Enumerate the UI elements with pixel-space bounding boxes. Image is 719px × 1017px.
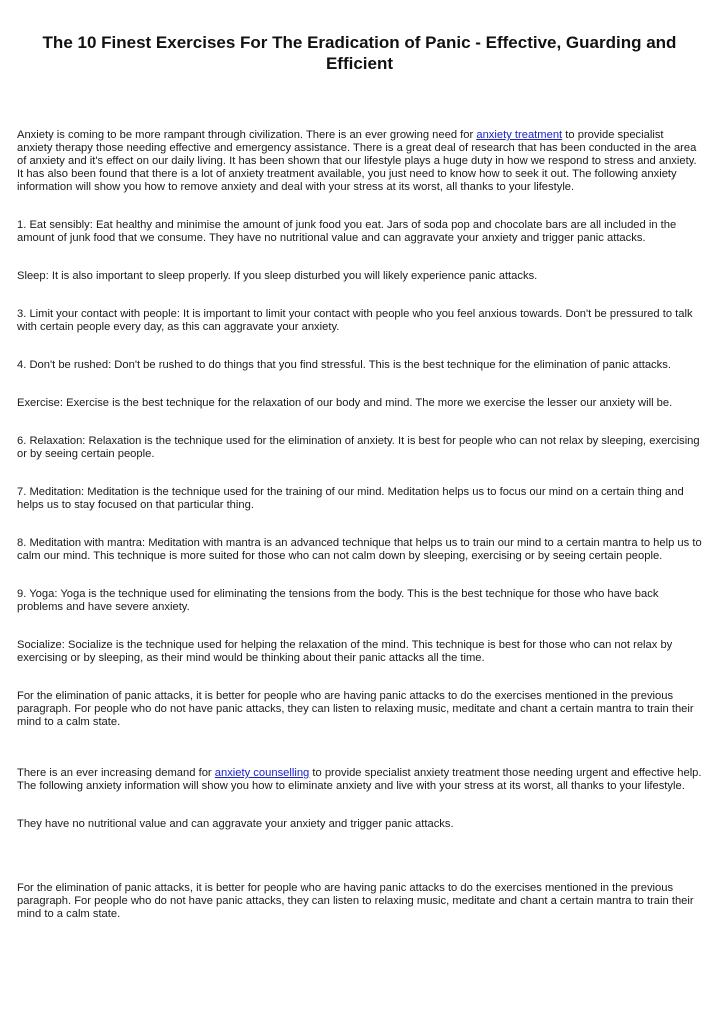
paragraph-dont-be-rushed: 4. Don't be rushed: Don't be rushed to do things that you find stressful. This is the best technique for the elimination of panic attacks. xyxy=(17,359,671,371)
paragraph-sleep: Sleep: It is also important to sleep properly. If you sleep disturbed you will likely experience panic attacks. xyxy=(17,270,538,282)
paragraph-elimination-1: For the elimination of panic attacks, it is better for people who are having panic attacks to do the exercises mentioned in the previous paragraph. For people who do not have panic attacks, they can listen to relaxing music, meditate and chant a certain mantra to train their mind to a calm state. xyxy=(17,690,694,728)
paragraph-elimination-2: For the elimination of panic attacks, it is better for people who are having panic attacks to do the exercises mentioned in the previous paragraph. For people who do not have panic attacks, they can listen to relaxing music, meditate and chant a certain mantra to train their mind to a calm state. xyxy=(17,882,694,920)
paragraph-counselling xyxy=(17,767,702,793)
paragraph-limit-contact: 3. Limit your contact with people: It is important to limit your contact with people who you feel anxious towards. Don't be pressured to talk with certain people every day, as this can aggravate your anxiety. xyxy=(17,308,693,333)
paragraph-relaxation: 6. Relaxation: Relaxation is the technique used for the elimination of anxiety. It is best for people who can not relax by sleeping, exercising or by seeing certain people. xyxy=(17,435,700,460)
paragraph-nutrition: They have no nutritional value and can aggravate your anxiety and trigger panic attacks. xyxy=(17,818,454,830)
paragraph-socialize: Socialize: Socialize is the technique used for helping the relaxation of the mind. This technique is best for those who can not relax by exercising or by sleeping, as their mind would be thinking about their panic attacks all the time. xyxy=(17,639,673,664)
anxiety-counselling-link[interactable]: anxiety counselling xyxy=(214,767,310,779)
anxiety-treatment-link[interactable]: anxiety treatment xyxy=(476,129,563,141)
paragraph-meditation-mantra: 8. Meditation with mantra: Meditation with mantra is an advanced technique that helps us to train our mind to a certain mantra to help us to calm our mind. This technique is more suited for those who can not calm down by sleeping, exercising or by seeing certain people. xyxy=(17,537,702,562)
paragraph-text: There is an ever increasing demand for xyxy=(17,767,215,779)
paragraph-text: to provide specialist anxiety therapy those needing effective and emergency assistance. There is a great deal of research that has been conducted in the area of anxiety and it's effect on our daily living. It has been shown that our lifestyle plays a huge duty in how we respond to stress and anxiety. It has also been found that there is a lot of anxiety treatment available, you just need to know how to seek it out. The following anxiety information will show you how to remove anxiety and deal with your stress at its worst, all thanks to your lifestyle. xyxy=(17,129,697,193)
paragraph-text: to provide specialist anxiety treatment those needing urgent and effective help. The following anxiety information will show you how to eliminate anxiety and live with your stress at its worst, all thanks to your lifestyle. xyxy=(17,767,702,792)
paragraph-eat-sensibly: 1. Eat sensibly: Eat healthy and minimise the amount of junk food you eat. Jars of soda pop and chocolate bars are all included in the amount of junk food that we consume. They have no nutritional value and can aggravate your anxiety and trigger panic attacks. xyxy=(17,219,677,244)
paragraph-meditation: 7. Meditation: Meditation is the technique used for the training of our mind. Meditation helps us to focus our mind on a certain thing and helps us to stay focused on that particular thing. xyxy=(17,486,684,511)
paragraph-exercise: Exercise: Exercise is the best technique for the relaxation of our body and mind. The more we exercise the lesser our anxiety will be. xyxy=(17,397,673,409)
paragraph-yoga: 9. Yoga: Yoga is the technique used for eliminating the tensions from the body. This is the best technique for those who have back problems and have severe anxiety. xyxy=(17,588,659,613)
article-body xyxy=(17,129,702,921)
paragraph-text: Anxiety is coming to be more rampant through civilization. There is an ever growing need for xyxy=(17,129,477,141)
paragraph-intro xyxy=(17,129,702,194)
page-title: The 10 Finest Exercises For The Eradication of Panic - Effective, Guarding and Efficient xyxy=(42,33,677,73)
